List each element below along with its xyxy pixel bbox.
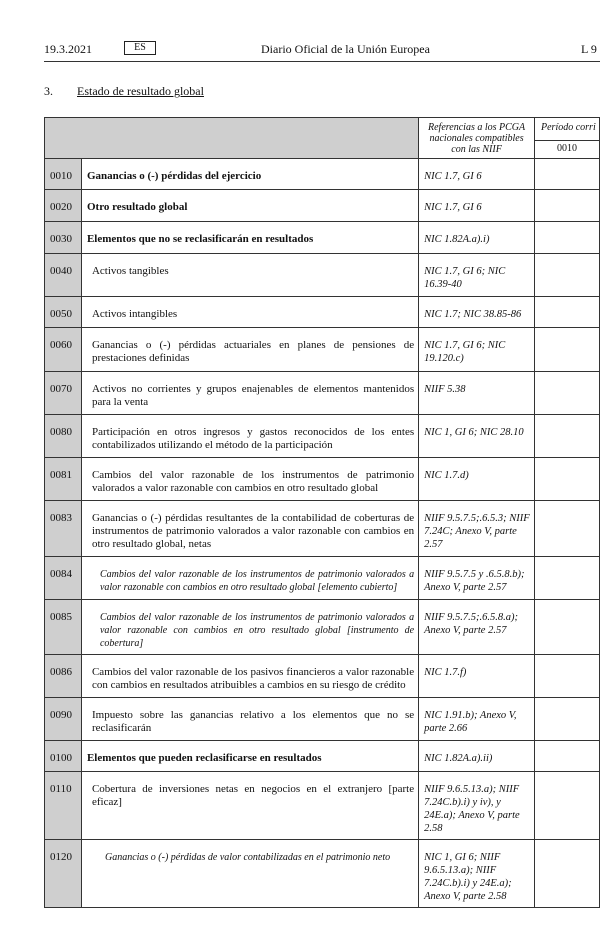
- row-code: 0083: [45, 501, 82, 557]
- row-reference: NIC 1, GI 6; NIIF 9.6.5.13.a); NIIF 7.24C.b).i) y 24E.a); Anexo V, parte 2.58: [419, 840, 535, 908]
- table-row: [45, 328, 600, 372]
- row-label: Ganancias o (-) pérdidas de valor contabilizadas en el patrimonio neto: [81, 840, 418, 908]
- row-label: Cobertura de inversiones netas en negocios en el extranjero [parte eficaz]: [81, 772, 418, 840]
- section-title: Estado de resultado global: [77, 84, 204, 98]
- table-row: [45, 190, 600, 222]
- value-cell: [535, 328, 600, 372]
- page-reference: L 9: [581, 42, 597, 56]
- row-code: 0090: [45, 698, 82, 741]
- ref-column-header: Referencias a los PCGA nacionales compatibles con las NIIF: [419, 118, 535, 159]
- row-code: 0084: [45, 557, 82, 600]
- value-cell: [535, 557, 600, 600]
- row-label: Cambios del valor razonable de los instrumentos de patrimonio valorados a valor razonable con cambios en otro resultado global [elemento cubierto]: [81, 557, 418, 600]
- table-row: [45, 600, 600, 655]
- journal-title: Diario Oficial de la Unión Europea: [261, 42, 430, 56]
- row-label: Ganancias o (-) pérdidas del ejercicio: [81, 159, 418, 190]
- row-code: 0081: [45, 458, 82, 501]
- row-reference: NIIF 9.6.5.13.a); NIIF 7.24C.b).i) y iv), y 24E.a); Anexo V, parte 2.58: [419, 772, 535, 840]
- value-cell: [535, 297, 600, 328]
- row-code: 0010: [45, 159, 82, 190]
- table-row: [45, 501, 600, 557]
- row-label: Participación en otros ingresos y gastos reconocidos de los entes contabilizados utilizando el método de la participación: [81, 415, 418, 458]
- row-label: Activos no corrientes y grupos enajenables de elementos mantenidos para la venta: [81, 372, 418, 415]
- row-reference: NIC 1.7.f): [419, 655, 535, 698]
- row-reference: NIC 1.82A.a).ii): [419, 741, 535, 772]
- row-reference: NIC 1, GI 6; NIC 28.10: [419, 415, 535, 458]
- comprehensive-income-table: [44, 117, 600, 908]
- row-label: Ganancias o (-) pérdidas resultantes de la contabilidad de coberturas de instrumentos de patrimonio valorados a valor razonable con cambios en otro resultado global, netas: [81, 501, 418, 557]
- period-column-header: Período corri: [535, 118, 600, 141]
- row-label: Cambios del valor razonable de los pasivos financieros a valor razonable con cambios en resultados atribuibles a cambios en su riesgo de crédito: [81, 655, 418, 698]
- table-row: [45, 557, 600, 600]
- row-reference: NIC 1.7, GI 6; NIC 19.120.c): [419, 328, 535, 372]
- row-label: Cambios del valor razonable de los instrumentos de patrimonio valorados a valor razonable con cambios en otro resultado global: [81, 458, 418, 501]
- value-cell: [535, 190, 600, 222]
- language-box: ES: [124, 41, 156, 55]
- table-row: [45, 655, 600, 698]
- row-label: Otro resultado global: [81, 190, 418, 222]
- value-cell: [535, 741, 600, 772]
- table-row: [45, 458, 600, 501]
- row-code: 0100: [45, 741, 82, 772]
- value-cell: [535, 372, 600, 415]
- page-header: [44, 40, 600, 56]
- table-row: [45, 840, 600, 908]
- value-cell: [535, 458, 600, 501]
- row-code: 0030: [45, 222, 82, 254]
- value-cell: [535, 254, 600, 297]
- column-id-header: 0010: [535, 140, 600, 158]
- value-cell: [535, 655, 600, 698]
- table-row: [45, 741, 600, 772]
- row-code: 0060: [45, 328, 82, 372]
- row-code: 0080: [45, 415, 82, 458]
- value-cell: [535, 600, 600, 655]
- row-label: Cambios del valor razonable de los instrumentos de patrimonio valorados a valor razonable con cambios en otro resultado global [instrumento de cobertura]: [81, 600, 418, 655]
- publication-date: 19.3.2021: [44, 42, 92, 56]
- header-rule: [44, 61, 600, 62]
- row-reference: NIIF 9.5.7.5;.6.5.8.a); Anexo V, parte 2.57: [419, 600, 535, 655]
- row-code: 0070: [45, 372, 82, 415]
- row-code: 0086: [45, 655, 82, 698]
- row-code: 0120: [45, 840, 82, 908]
- row-code: 0085: [45, 600, 82, 655]
- value-cell: [535, 159, 600, 190]
- row-reference: NIC 1.82A.a).i): [419, 222, 535, 254]
- row-label: Elementos que no se reclasificarán en resultados: [81, 222, 418, 254]
- row-code: 0040: [45, 254, 82, 297]
- row-label: Elementos que pueden reclasificarse en resultados: [81, 741, 418, 772]
- table-row: [45, 415, 600, 458]
- row-reference: NIC 1.7, GI 6: [419, 159, 535, 190]
- row-label: Impuesto sobre las ganancias relativo a los elementos que no se reclasificarán: [81, 698, 418, 741]
- row-reference: NIC 1.91.b); Anexo V, parte 2.66: [419, 698, 535, 741]
- row-label: Activos tangibles: [81, 254, 418, 297]
- table-row: [45, 772, 600, 840]
- value-cell: [535, 698, 600, 741]
- row-reference: NIIF 9.5.7.5 y .6.5.8.b); Anexo V, parte 2.57: [419, 557, 535, 600]
- row-code: 0020: [45, 190, 82, 222]
- value-cell: [535, 415, 600, 458]
- row-label: Activos intangibles: [81, 297, 418, 328]
- row-code: 0110: [45, 772, 82, 840]
- row-reference: NIC 1.7, GI 6: [419, 190, 535, 222]
- table-row: [45, 159, 600, 190]
- section-number: 3.: [44, 84, 53, 98]
- value-cell: [535, 501, 600, 557]
- table-row: [45, 222, 600, 254]
- value-cell: [535, 222, 600, 254]
- row-reference: NIIF 9.5.7.5;.6.5.3; NIIF 7.24C; Anexo V, parte 2.57: [419, 501, 535, 557]
- row-reference: NIIF 5.38: [419, 372, 535, 415]
- row-reference: NIC 1.7.d): [419, 458, 535, 501]
- row-reference: NIC 1.7; NIC 38.85-86: [419, 297, 535, 328]
- row-code: 0050: [45, 297, 82, 328]
- table-row: [45, 698, 600, 741]
- row-reference: NIC 1.7, GI 6; NIC 16.39-40: [419, 254, 535, 297]
- value-cell: [535, 772, 600, 840]
- row-label: Ganancias o (-) pérdidas actuariales en planes de pensiones de prestaciones definidas: [81, 328, 418, 372]
- table-row: [45, 297, 600, 328]
- table-row: [45, 372, 600, 415]
- table-row: [45, 254, 600, 297]
- header-blank-cell: [45, 118, 419, 159]
- value-cell: [535, 840, 600, 908]
